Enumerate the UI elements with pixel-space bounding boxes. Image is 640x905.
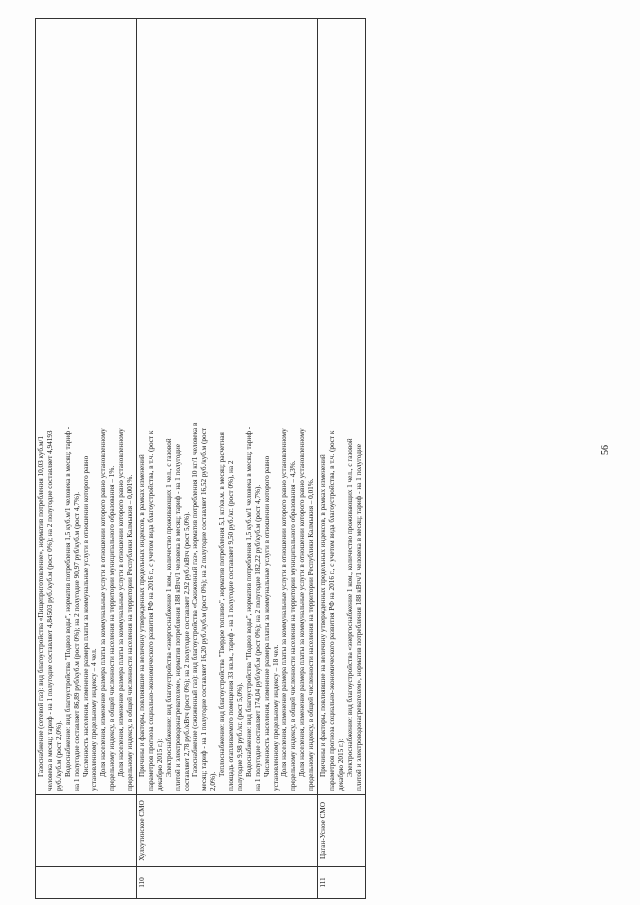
- text-line: площадь отапливаемого помещения 33 кв.м., тариф - на 1 полугодие составляет 9,50 руб./кг. (рост 0%), на 2: [227, 460, 236, 791]
- text-line: 2,0%).: [209, 771, 218, 791]
- text-line: человека в месяц; тариф - на 1 полугодие составляет 4,84503 руб./куб.м (рост 0%); на 2 полугодие составляет 4,94193: [45, 430, 54, 791]
- text-line: Газоснабжение (сетевой газ): вид благоустройства «Пищеприготовление», норматив потребления 10,03 куб.м/1: [37, 436, 45, 777]
- text-line: установленному предельному индексу – 18 чел.: [271, 644, 280, 791]
- text-line: составляет 2,78 руб./кВтч (рост 0%); на 2 полугодие составляет 2,92 руб./кВтч (рост 5,0%).: [182, 511, 191, 791]
- table-body: [36, 19, 366, 899]
- municipality-name: [36, 795, 137, 867]
- row-number: 110: [136, 867, 317, 899]
- municipality-name: Хулхутинское СМО: [136, 795, 317, 867]
- text-line: Доля населения, изменение размера платы за коммунальные услуги в отношении которого равно установленному: [298, 428, 307, 777]
- text-line: Электроснабжение: вид благоустройства «энергоснабжение 1 ком., количество проживающих 1 чел., с газовой: [345, 438, 354, 777]
- row-number: [36, 867, 137, 899]
- text-line: Доля населения, изменение размера платы за коммунальные услуги в отношении которого равно установленному: [280, 428, 289, 777]
- text-line: установленному предельному индексу – 4 чел.: [90, 648, 99, 791]
- text-line: параметров прогноза социально-экономического развития РФ на 2016 г., с учетом вида благоустройства, в т.ч. (рост к: [146, 430, 155, 791]
- description-cell: [36, 19, 137, 795]
- description-cell: [318, 19, 366, 795]
- text-line: Теплоснабжение: вид благоустройства "Твердое топливо", норматив потребления 5,1 кг/кв.м. в месяц; расчетная: [218, 432, 227, 777]
- text-line: руб./куб.м (рост 2,0%).: [54, 720, 63, 791]
- text-line: декабрю 2015 г.):: [336, 738, 345, 791]
- text-line: месяц; тариф - на 1 полугодие составляет 16,20 руб./куб.м (рост 0%); на 2 полугодие составляет 16,52 руб./куб.м (рост: [200, 427, 209, 791]
- municipality-table: [35, 18, 366, 899]
- row-number: 111: [318, 867, 366, 899]
- text-line: плитой и электроводонагревателем», норматив потребления 188 кВтч/1 человека в месяц; тариф - на 1 полугодие: [173, 444, 182, 791]
- text-line: Доля населения, изменение размера платы за коммунальные услуги в отношении которого равно установленному: [117, 428, 126, 777]
- text-line: на 1 полугодие составляет 174,04 руб/куб.м (рост 0%); на 2 полугодие 182,22 руб/куб.м (рост 4,7%).: [253, 484, 262, 791]
- text-line: плитой и электроводонагревателем», норматив потребления 188 кВтч/1 человека в месяц; тариф - на 1 полугодие: [354, 444, 363, 791]
- municipality-name: Цаган-Усное СМО: [318, 795, 366, 867]
- table-row: [136, 19, 317, 899]
- text-line: предельному индексу, в общей численности населения на территории Республики Калмыкия – 0,01%.: [307, 478, 316, 791]
- description-cell: [136, 19, 317, 795]
- text-line: Численность населения, изменение размера платы за коммунальные услуги в отношении которого равно: [81, 455, 90, 777]
- text-line: полугодие 9,98 руб./кг. (рост 5,0%).: [235, 682, 244, 791]
- text-line: Причины и факторы, повлиявшие на величину утвержденных предельных индексов, в рамках изменений: [137, 454, 146, 777]
- text-line: декабрю 2015 г.):: [155, 738, 164, 791]
- text-line: на 1 полугодие составляет 86,89 руб/куб.м (рост 0%); на 2 полугодие 90,97 руб/куб.м (рост 4,7%).: [72, 491, 81, 791]
- text-line: Причины и факторы, повлиявшие на величину утвержденных предельных индексов, в рамках изменений: [319, 454, 328, 777]
- text-line: Доля населения, изменение размера платы за коммунальные услуги в отношении которого равно установленному: [99, 428, 108, 777]
- text-line: Численность населения, изменение размера платы за коммунальные услуги в отношении которого равно: [262, 455, 271, 777]
- text-line: предельному индексу, в общей численности населения на территории муниципального образования – 1%.: [108, 465, 117, 791]
- text-line: предельному индексу, в общей численности населения на территории муниципального образования – 4,3%.: [289, 460, 298, 791]
- text-line: Электроснабжение: вид благоустройства «энергоснабжение 1 ком., количество проживающих 1 чел., с газовой: [164, 438, 173, 777]
- text-line: Водоснабжение: вид благоустройства "Подвоз воды", норматив потребления 1,5 куб.м/1 человека в месяц; тариф -: [244, 426, 253, 777]
- text-line: параметров прогноза социально-экономического развития РФ на 2016 г., с учетом вида благоустройства, в т.ч. (рост к: [328, 430, 336, 791]
- table-row: [318, 19, 366, 899]
- text-line: Водоснабжение: вид благоустройства "Подвоз воды", норматив потребления 1,5 куб.м/1 человека в месяц; тариф -: [63, 426, 72, 777]
- text-line: предельному индексу, в общей численности населения на территории Республики Калмыкия – 0,001%.: [126, 474, 135, 791]
- page-number: 56: [600, 445, 611, 455]
- table-row: [36, 19, 137, 899]
- text-line: Газоснабжение (сжиженный газ): вид благоустройства «Сжиженный газ», норматив потребления 10 кг/1 человека в: [191, 422, 200, 777]
